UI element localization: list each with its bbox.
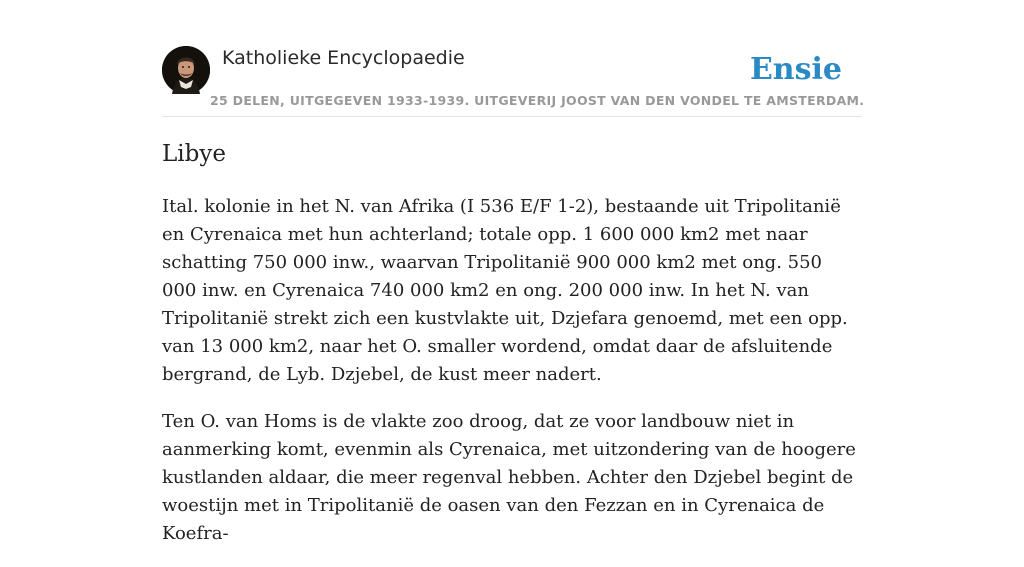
portrait-avatar[interactable] (162, 46, 210, 94)
source-subtitle: 25 DELEN, UITGEGEVEN 1933-1939. UITGEVERIJ JOOST VAN DEN VONDEL TE AMSTERDAM. (210, 93, 865, 108)
article (162, 138, 862, 567)
ensie-logo[interactable]: Ensie (749, 52, 842, 87)
article-body (162, 193, 862, 548)
article-title: Libye (162, 141, 226, 167)
portrait-icon (162, 46, 210, 94)
article-paragraph: Ital. kolonie in het N. van Afrika (I 536 E/F 1-2), bestaande uit Tripolitanië en Cyrenaica met hun achterland; totale opp. 1 600 000 km2 met naar schatting 750 000 inw., waarvan Tripolitanië 900 000 km2 met ong. 550 000 inw. en Cyrenaica 740 000 km2 en ong. 200 000 inw. In het N. van Tripolitanië strekt zich een kustvlakte uit, Dzjefara genoemd, met een opp. van 13 000 km2, naar het O. smaller wordend, omdat daar de afsluitende bergrand, de Lyb. Dzjebel, de kust meer nadert. (162, 196, 848, 385)
article-paragraph: Ten O. van Homs is de vlakte zoo droog, dat ze voor landbouw niet in aanmerking komt, evenmin als Cyrenaica, met uitzondering van de hoogere kustlanden aldaar, die meer regenval hebben. Achter den Dzjebel begint de woestijn met in Tripolitanië de oasen van den Fezzan en in Cyrenaica de Koefra- (162, 411, 856, 544)
source-title[interactable]: Katholieke Encyclopaedie (222, 47, 465, 69)
source-header (162, 46, 865, 117)
